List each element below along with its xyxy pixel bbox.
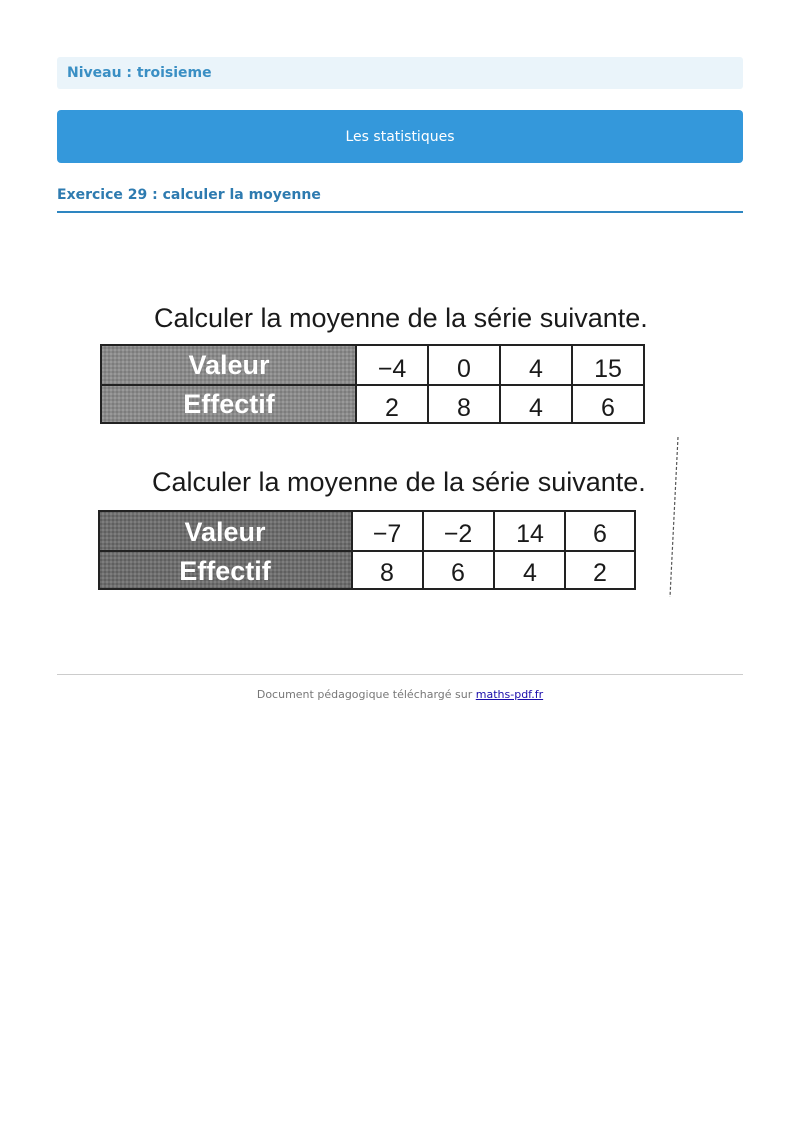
table-1-count-cell: 4 [529, 394, 543, 422]
table-2-value-cell: −7 [372, 520, 402, 548]
table-1-count-cell: 6 [601, 394, 615, 422]
statistics-table-2 [99, 467, 646, 589]
table-1-count-cell: 2 [385, 394, 399, 422]
scan-edge-artifact [670, 437, 678, 597]
footer [57, 688, 743, 701]
footer-text: Document pédagogique téléchargé sur [256, 688, 473, 701]
table-2-count-cell: 6 [451, 559, 465, 587]
table-1-instruction: Calculer la moyenne de la série suivante. [154, 303, 648, 333]
level-banner [57, 57, 743, 89]
statistics-table-1 [101, 303, 648, 423]
chapter-title: Les statistiques [345, 128, 455, 145]
table-1-count-cell: 8 [457, 394, 471, 422]
table-2-value-cell: 6 [593, 520, 607, 548]
footer-link[interactable]: maths-pdf.fr [475, 688, 544, 701]
table-1-row-label-valeur: Valeur [188, 350, 270, 380]
table-2-count-cell: 8 [380, 559, 394, 587]
table-2-instruction: Calculer la moyenne de la série suivante. [152, 467, 646, 497]
table-2-count-cell: 2 [593, 559, 607, 587]
table-1-value-cell: −4 [377, 355, 407, 383]
level-label: Niveau : troisieme [67, 65, 212, 81]
table-2-count-cell: 4 [523, 559, 537, 587]
table-1-value-cell: 15 [594, 355, 622, 383]
table-1-value-cell: 4 [529, 355, 543, 383]
chapter-title-banner [57, 110, 743, 163]
table-2-row-label-valeur: Valeur [184, 517, 266, 547]
table-2-value-cell: 14 [516, 520, 544, 548]
table-2-row-label-effectif: Effectif [179, 556, 271, 586]
table-2-value-cell: −2 [443, 520, 473, 548]
exercise-title: Exercice 29 : calculer la moyenne [57, 185, 743, 213]
table-1-row-label-effectif: Effectif [183, 389, 275, 419]
table-1-value-cell: 0 [457, 355, 471, 383]
scanned-exercise-image [90, 285, 690, 605]
footer-divider [57, 674, 743, 675]
